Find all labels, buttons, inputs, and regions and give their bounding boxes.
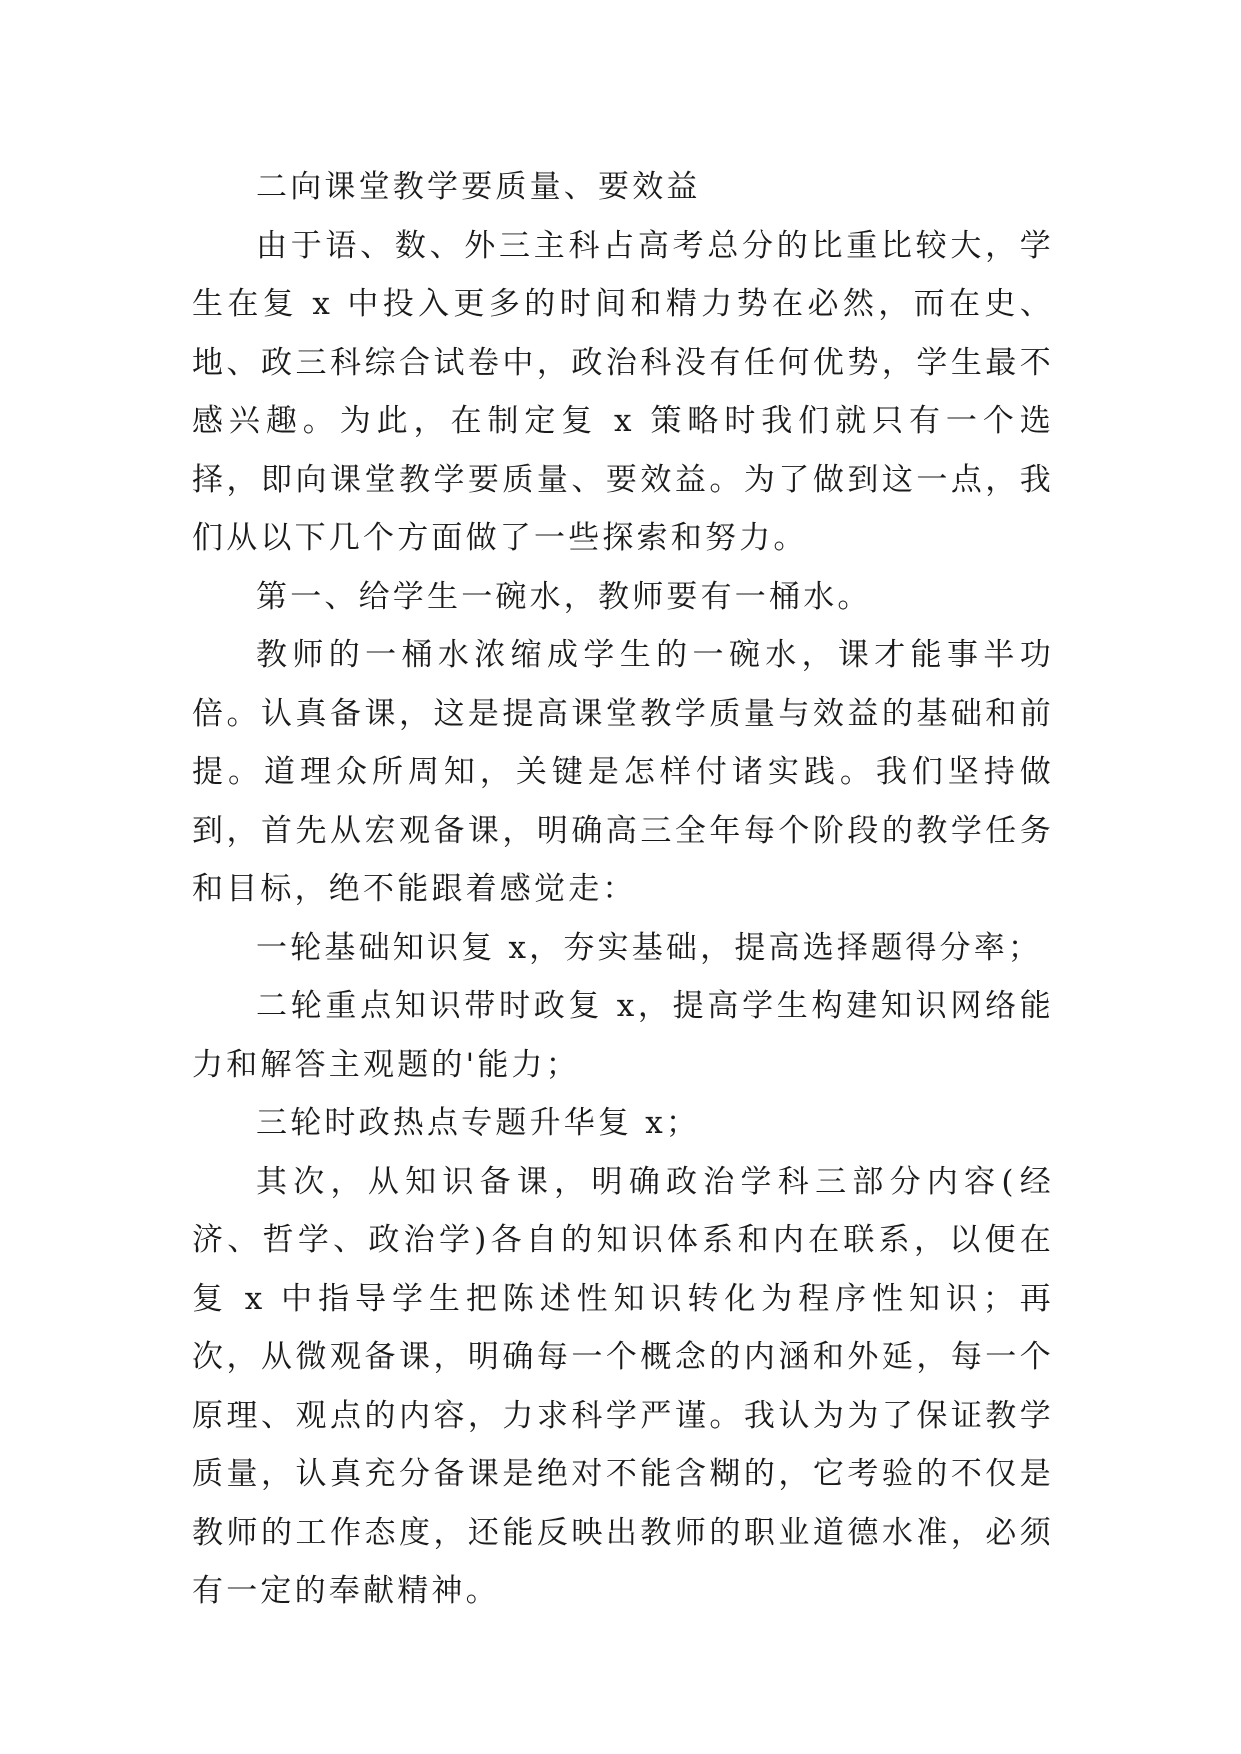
paragraph-knowledge: 其次，从知识备课，明确政治学科三部分内容(经济、哲学、政治学)各自的知识体系和内在联系，以便在复 x 中指导学生把陈述性知识转化为程序性知识；再次，从微观备课，明确每一个概念的内涵和外延，每一个原理、观点的内容，力求科学严谨。我认为为了保证教学质量，认真充分备课是绝对不能含糊的，它考验的不仅是教师的工作态度，还能反映出教师的职业道德水准，必须有一定的奉献精神。: [192, 1163, 1054, 1609]
list-item-round-three: 三轮时政热点专题升华复 x；: [256, 1105, 701, 1141]
list-item-round-one: 一轮基础知识复 x，夯实基础，提高选择题得分率；: [256, 929, 1043, 966]
paragraph-preparation: 教师的一桶水浓缩成学生的一碗水，课才能事半功倍。认真备课，这是提高课堂教学质量与效益的基础和前提。道理众所周知，关键是怎样付诸实践。我们坚持做到，首先从宏观备课，明确高三全年每个阶段的教学任务和目标，绝不能跟着感觉走：: [192, 637, 1054, 907]
list-item-round-two: 二轮重点知识带时政复 x，提高学生构建知识网络能力和解答主观题的'能力；: [192, 988, 1054, 1083]
document-body: [192, 158, 1054, 1621]
point-heading-first: 第一、给学生一碗水，教师要有一桶水。: [256, 578, 872, 615]
section-heading: 二向课堂教学要质量、要效益: [256, 169, 701, 205]
paragraph-intro: 由于语、数、外三主科占高考总分的比重比较大，学生在复 x 中投入更多的时间和精力势在必然，而在史、地、政三科综合试卷中，政治科没有任何优势，学生最不感兴趣。为此，在制定复 x 策略时我们就只有一个选择，即向课堂教学要质量、要效益。为了做到这一点，我们从以下几个方面做了一些探索和努力。: [192, 227, 1054, 556]
